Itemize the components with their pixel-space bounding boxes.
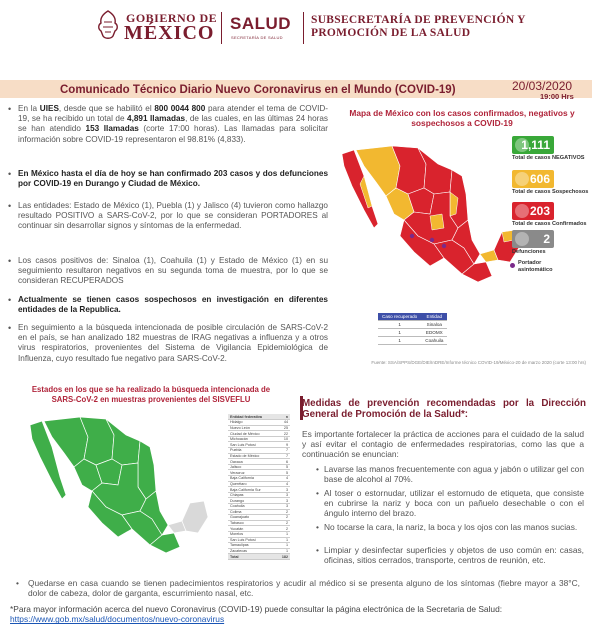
- bullet-confirmed: [8, 169, 328, 189]
- bullet-uies: [8, 104, 328, 145]
- count-cell: 7: [276, 453, 290, 459]
- subsecretaria-line2: PROMOCIÓN DE LA SALUD: [311, 26, 471, 39]
- entity-cell: Baja California: [228, 476, 276, 482]
- count-cell: 9: [276, 442, 290, 448]
- medidas-intro: Es importante fortalecer la práctica de acciones para el cuidado de la salud y así evitar el contagio de enfermedades respiratorias, como las que a continuación se enuncian:: [302, 429, 584, 460]
- entity-cell: Colima: [228, 509, 276, 515]
- medidas-title: Medidas de prevención recomendadas por la Dirección General de Promoción de la Salud*:: [302, 398, 586, 420]
- entity-cell: Jalisco: [228, 464, 276, 470]
- bullet-dot: •: [316, 522, 319, 532]
- entity-cell: Yucatán: [228, 526, 276, 532]
- entity-cell: Querétaro: [228, 481, 276, 487]
- table-header-row: [378, 313, 447, 321]
- count-cell: 1: [276, 531, 290, 537]
- count-cell: 2: [276, 515, 290, 521]
- eagle-emblem-icon: [94, 8, 122, 42]
- table-header: Caso recuperado: [378, 313, 421, 321]
- report-time: 19:00 Hrs: [540, 92, 574, 101]
- carrier-marker: [410, 234, 414, 238]
- sospechosos-badge: 606: [512, 170, 554, 188]
- footer-note: [10, 604, 582, 625]
- bullet-dot: •: [16, 578, 19, 588]
- count-cell: 2: [276, 509, 290, 515]
- bullet-text: En la UIES, desde que se habilitó el 800 0044 800 para atender el tema de COVID-19, se ha recibido un total de 4,891 llamadas, de las cuales, en las últimas 24 horas se han atendido 153 llamadas (corte 17:00 horas). Las llamadas para solicitar información sobre COVID-19 representaron el 98.81% (4,833).: [18, 104, 329, 144]
- count-cell: 5: [276, 470, 290, 476]
- count-cell: 7: [276, 448, 290, 454]
- entity-cell: Oaxaca: [228, 459, 276, 465]
- negativos-label: Total de casos NEGATIVOS: [512, 155, 585, 161]
- entity-cell: Coahuila: [228, 504, 276, 510]
- map-source: Fuente: SSA/SPPS/DGE/DIE/InDRE/Informe técnico COVID-19/México-20 de marzo 2020 (corte 13:00 hrs): [371, 360, 586, 365]
- entity-cell: Total: [228, 554, 276, 560]
- mexico-cases-map: [334, 136, 524, 312]
- coronavirus-info-link[interactable]: https://www.gob.mx/salud/documentos/nuevo-coronavirus: [10, 614, 225, 625]
- bullet-dot: •: [8, 323, 12, 333]
- portador-label: Portador asintomático: [518, 260, 553, 273]
- entity-cell: Baja California Sur: [228, 487, 276, 493]
- bullet-dot: •: [8, 169, 12, 179]
- entity-cell: Estado de México: [228, 453, 276, 459]
- count-cell: 25: [276, 425, 290, 431]
- bullet-dot: •: [8, 201, 12, 211]
- subsecretaria-line1: SUBSECRETARÍA DE PREVENCIÓN Y: [311, 14, 526, 26]
- table-row: 1 EDOMX: [378, 329, 447, 337]
- header-divider: [303, 12, 304, 44]
- report-date: 20/03/2020: [512, 79, 573, 93]
- count-cell: 3: [276, 504, 290, 510]
- defunciones-label: Defunciones: [512, 249, 546, 255]
- page-title: Comunicado Técnico Diario Nuevo Coronavirus en el Mundo (COVID-19): [60, 84, 456, 96]
- count-cell: 22: [276, 431, 290, 437]
- sisveflu-title: Estados en los que se ha realizado la búsqueda intencionada de SARS-CoV-2 en muestras provenientes del SISVEFLU: [31, 385, 271, 404]
- sisveflu-table-body: [228, 420, 290, 560]
- count-cell: 3: [276, 492, 290, 498]
- bullet-recovered: [8, 256, 328, 287]
- medida-3: • No tocarse la cara, la nariz, la boca y los ojos con las manos sucias.: [316, 522, 578, 532]
- count-cell: 4: [276, 481, 290, 487]
- defunciones-badge: 2: [512, 230, 554, 248]
- entity-cell: Tabasco: [228, 520, 276, 526]
- table-row: 1 Sinaloa: [378, 321, 447, 329]
- entity-cell: Ciudad de México: [228, 431, 276, 437]
- entity-cell: Puebla: [228, 448, 276, 454]
- gob-line1: GOBIERNO DE: [126, 11, 218, 25]
- entity-cell: Tamaulipas: [228, 543, 276, 549]
- count-cell: 10: [276, 436, 290, 442]
- bullet-dot: •: [316, 545, 319, 555]
- count-cell: 3: [276, 487, 290, 493]
- bullet-text: En seguimiento a la búsqueda intencionada de posible circulación de SARS-CoV-2 en el país, se han analizado 182 muestras de IRAG negativas a influenza y a otros virus respiratorios, provenientes del Sistema de Vigilancia Epidemiológica de Influenza, cuyo resultado fue negativo para SARS-CoV-2.: [18, 323, 328, 363]
- negative-icon: [515, 138, 529, 152]
- bullet-dot: •: [8, 295, 12, 305]
- count-cell: 44: [276, 420, 290, 426]
- sospechosos-label: Total de casos Sospechosos: [512, 189, 589, 195]
- bullet-carriers: [8, 201, 328, 232]
- entity-cell: Durango: [228, 498, 276, 504]
- entity-cell: San Luis Potosí: [228, 537, 276, 543]
- table-header-row: Entidad federativa n: [230, 414, 288, 419]
- table-row: [228, 554, 290, 560]
- bullet-dot: •: [316, 488, 319, 498]
- carrier-marker: [442, 244, 446, 248]
- medida-4: • Limpiar y desinfectar superficies y objetos de uso común en: casas, oficinas, sitios cerrados, transporte, centros de reunión, etc.: [316, 545, 584, 566]
- count-cell: 1: [276, 543, 290, 549]
- count-cell: 182: [276, 554, 290, 560]
- count-cell: 2: [276, 520, 290, 526]
- entity-cell: Zacatecas: [228, 548, 276, 554]
- entity-cell: Michoacán: [228, 436, 276, 442]
- bullet-text: Actualmente se tienen casos sospechosos en investigación en diferentes entidades de la Republica.: [18, 295, 328, 315]
- subsecretaria-title: [311, 14, 571, 39]
- salud-logo-text: SALUD: [230, 14, 292, 33]
- bullet-text: Los casos positivos de: Sinaloa (1), Coahuila (1) y Estado de México (1) en su seguimiento resultaron negativos en su segunda toma de muestra, por lo que se consideran RECUPERADOS: [18, 256, 328, 286]
- medida-1: • Lavarse las manos frecuentemente con agua y jabón o utilizar gel con base de alcohol al 70%.: [316, 464, 584, 485]
- map-title: Mapa de México con los casos confirmados, negativos y sospechosos a COVID-19: [349, 108, 575, 128]
- entity-cell: Veracruz: [228, 470, 276, 476]
- confirmados-label: Total de casos Confirmados: [512, 221, 587, 227]
- count-cell: 6: [276, 459, 290, 465]
- suspect-icon: [515, 172, 529, 186]
- bullet-text: Las entidades: Estado de México (1), Puebla (1) y Jalisco (4) tuvieron como hallazgo resultado POSITIVO a SARS-CoV-2, por lo que se consideran PORTADORES al continuar sin desarrollar signos y síntomas de la enfermedad.: [18, 201, 328, 231]
- header: [0, 0, 592, 62]
- bullet-dot: •: [316, 464, 319, 474]
- carrier-marker: [430, 238, 434, 242]
- entity-cell: Chiapas: [228, 492, 276, 498]
- confirmed-icon: [515, 204, 529, 218]
- bullet-dot: •: [8, 256, 12, 266]
- footer-text: *Para mayor información acerca del nuevo Coronavirus (COVID-19) puede consultar la página electrónica de la Secretaria de Salud:: [10, 604, 503, 614]
- entity-cell: Morelos: [228, 531, 276, 537]
- negativos-badge: 1,111: [512, 136, 554, 154]
- count-cell: 4: [276, 476, 290, 482]
- confirmados-badge: 203: [512, 202, 554, 220]
- entity-cell: Guanajuato: [228, 515, 276, 521]
- entity-cell: San Luis Potosí: [228, 442, 276, 448]
- gob-line2: MÉXICO: [124, 22, 215, 44]
- bullet-text: En México hasta el día de hoy se han confirmado 203 casos y dos defunciones por COVID-19 en Durango y Ciudad de México.: [18, 169, 328, 189]
- bullet-suspects: [8, 295, 328, 315]
- count-cell: 2: [276, 526, 290, 532]
- carrier-legend-dot: [510, 263, 515, 268]
- table-header: Entidad: [421, 313, 447, 321]
- medida-5: • Quedarse en casa cuando se tienen padecimientos respiratorios y acudir al médico si se presenta alguno de los síntomas (fiebre mayor a 38°C, dolor de cabeza, dolor de garganta, escurrimiento nasal, etc.: [16, 578, 580, 599]
- bullet-irag: [8, 323, 328, 364]
- skull-icon: [515, 232, 529, 246]
- header-divider: [221, 12, 222, 44]
- count-cell: 1: [276, 548, 290, 554]
- sisveflu-table: [228, 414, 290, 560]
- table-row: 1 Coahuila: [378, 337, 447, 345]
- bullet-dot: •: [8, 104, 12, 114]
- count-cell: 3: [276, 498, 290, 504]
- entity-cell: Hidalgo: [228, 420, 276, 426]
- count-cell: 5: [276, 464, 290, 470]
- recovered-table: [378, 313, 447, 345]
- entity-cell: Nuevo León: [228, 425, 276, 431]
- medida-2: • Al toser o estornudar, utilizar el estornudo de etiqueta, que consiste en cubrirse la nariz y boca con un pañuelo desechable o con el ángulo interno del brazo.: [316, 488, 584, 519]
- salud-subtitle: SECRETARÍA DE SALUD: [231, 35, 283, 40]
- sisveflu-map: [24, 411, 216, 561]
- count-cell: 1: [276, 537, 290, 543]
